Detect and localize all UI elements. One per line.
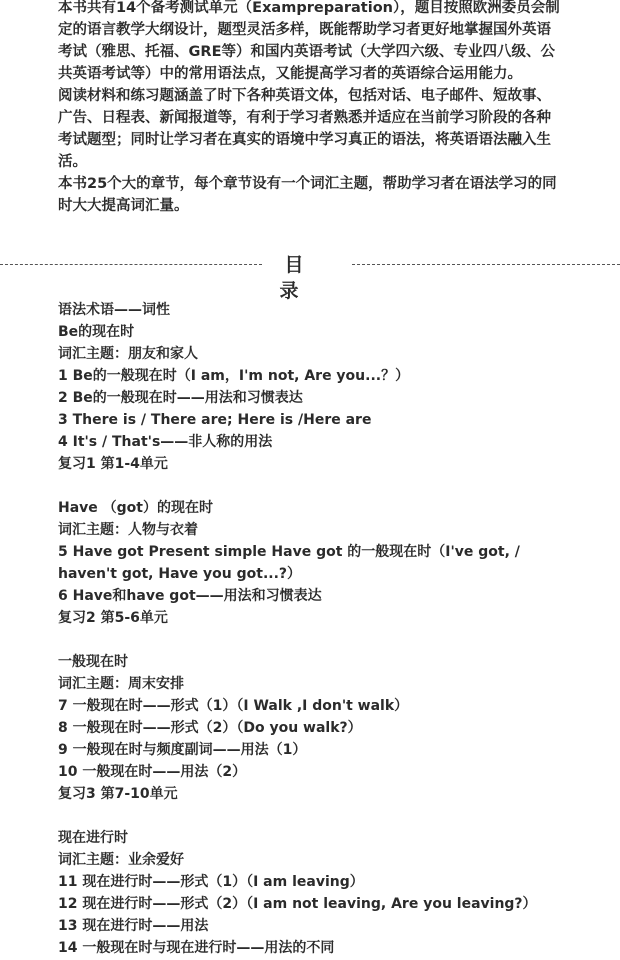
toc-entry: 复习3 第7-10单元 [58, 786, 178, 802]
toc-group-be [58, 299, 563, 475]
intro-text [58, 0, 563, 217]
toc-entry: 词汇主题：人物与衣着 [58, 522, 198, 538]
toc-entry: 6 Have和have got——用法和习惯表达 [58, 588, 322, 604]
toc-group-present-continuous [58, 827, 563, 959]
toc-entry: 4 It's / That's——非人称的用法 [58, 434, 273, 450]
toc-entry: 1 Be的一般现在时（I am，I'm not, Are you...？） [58, 368, 410, 384]
intro-paragraph: 本书共有14个备考测试单元（Exampreparation），题目按照欧洲委员会制定的语言教学大纲设计，题型灵活多样，既能帮助学习者更好地掌握国外英语考试（雅思、托福、GRE等）和国内英语考试（大学四六级、专业四八级、公共英语考试等）中的常用语法点，又能提高学习者的英语综合运用能力。 [58, 0, 560, 82]
toc-entry: 复习1 第1-4单元 [58, 456, 168, 472]
toc-entry: 一般现在时 [58, 654, 128, 670]
toc-entry: 语法术语——词性 [58, 302, 170, 318]
toc-entry: 12 现在进行时——形式（2）（I am not leaving, Are you leaving?） [58, 896, 537, 912]
toc-group-have-got [58, 497, 563, 629]
table-of-contents [58, 299, 563, 959]
group-spacer [58, 629, 563, 651]
toc-title: 目录 [279, 254, 340, 302]
dashed-rule-left [0, 264, 262, 265]
group-spacer [58, 475, 563, 497]
toc-entry: Be的现在时 [58, 324, 135, 340]
toc-entry: 词汇主题：业余爱好 [58, 852, 184, 868]
toc-entry: 14 一般现在时与现在进行时——用法的不同 [58, 940, 335, 956]
toc-entry: 词汇主题：周末安排 [58, 676, 184, 692]
toc-entry: 复习2 第5-6单元 [58, 610, 168, 626]
toc-entry: 3 There is / There are; Here is /Here are [58, 412, 372, 428]
intro-paragraph: 阅读材料和练习题涵盖了时下各种英语文体，包括对话、电子邮件、短故事、广告、日程表、新闻报道等，有利于学习者熟悉并适应在当前学习阶段的各种考试题型；同时让学习者在真实的语境中学习真正的语法，将英语语法融入生活。 [58, 88, 551, 170]
toc-entry: 7 一般现在时——形式（1）（I Walk ,I don't walk） [58, 698, 409, 714]
toc-entry: 8 一般现在时——形式（2）（Do you walk?） [58, 720, 362, 736]
toc-entry: 现在进行时 [58, 830, 128, 846]
dashed-rule-right [352, 264, 620, 265]
toc-entry: 9 一般现在时与频度副词——用法（1） [58, 742, 307, 758]
toc-entry: 13 现在进行时——用法 [58, 918, 209, 934]
group-spacer [58, 805, 563, 827]
toc-entry: 11 现在进行时——形式（1）（I am leaving） [58, 874, 364, 890]
toc-group-present-simple [58, 651, 563, 805]
toc-divider [0, 252, 620, 302]
toc-entry: 10 一般现在时——用法（2） [58, 764, 247, 780]
toc-entry: 2 Be的一般现在时——用法和习惯表达 [58, 390, 303, 406]
toc-entry: 词汇主题：朋友和家人 [58, 346, 198, 362]
intro-paragraph: 本书25个大的章节，每个章节设有一个词汇主题，帮助学习者在语法学习的同时大大提高词汇量。 [58, 176, 557, 214]
toc-entry: 5 Have got Present simple Have got 的一般现在时（I've got, / haven't got, Have you got...?） [58, 544, 520, 582]
toc-entry: Have （got）的现在时 [58, 500, 213, 516]
